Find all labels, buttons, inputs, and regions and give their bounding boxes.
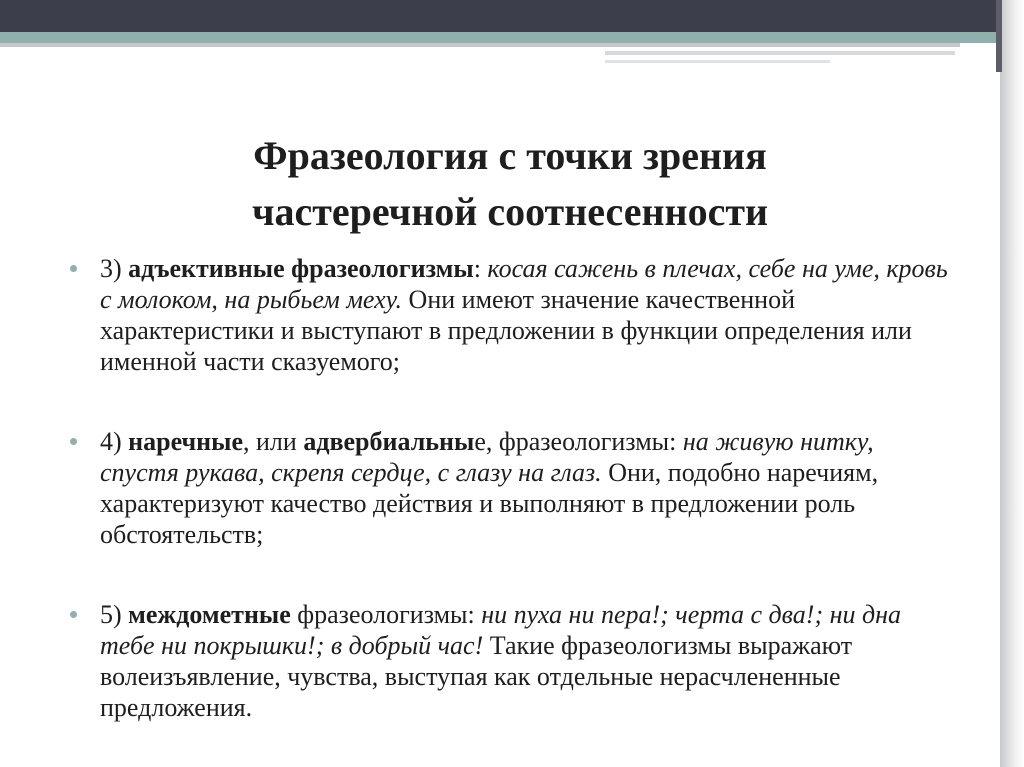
item-number: 5): [100, 600, 129, 629]
item-description: Такие фразеологизмы выражают волеизъявление, чувства, выступая как отдельные нерасчлененные предложения.: [100, 631, 853, 722]
title-line-2: частеречной соотнесенности: [251, 189, 769, 234]
item-number: 3): [100, 254, 129, 283]
header-bar-accent-2: [605, 60, 830, 63]
bullet-list: [70, 253, 950, 723]
item-connector: , или: [243, 427, 304, 456]
slide-title: [60, 128, 960, 240]
item-examples: ни пуха ни пера!; черта с два!; ни дна тебе ни покрышки!; в добрый час!: [100, 600, 902, 660]
bullet-dot-icon: [70, 438, 77, 445]
page-curl: [996, 0, 1002, 72]
header-bar-teal: [0, 32, 1000, 43]
item-term: междометные: [128, 600, 291, 629]
item-examples: на живую нитку, спустя рукава, скрепя сердце, с глазу на глаз.: [100, 427, 874, 487]
list-item-adjectival: [70, 253, 950, 377]
header-bar-dark: [0, 0, 1000, 32]
item-term-alt: адвербиальны: [303, 427, 475, 456]
item-colon: :: [473, 254, 488, 283]
item-description: Они имеют значение качественной характеристики и выступают в предложении в функции определения или именной части сказуемого;: [100, 285, 912, 376]
bullet-dot-icon: [70, 265, 77, 272]
list-item-adverbial: [70, 426, 950, 550]
page-edge-shadow: [1000, 0, 1024, 767]
header-bar-gray: [0, 43, 960, 47]
header-bar-accent: [605, 51, 955, 55]
item-description: Они, подобно наречиям, характеризуют качество действия и выполняют в предложении роль обстоятельств;: [100, 458, 879, 549]
title-line-1: Фразеология с точки зрения: [253, 133, 767, 178]
item-suffix: фразеологизмы:: [290, 600, 482, 629]
bullet-dot-icon: [70, 611, 77, 618]
item-term: наречные: [128, 427, 243, 456]
item-examples: косая сажень в плечах, себе на уме, кровь с молоком, на рыбьем меху.: [100, 254, 948, 314]
item-term: адъективные фразеологизмы: [128, 254, 474, 283]
list-item-interjectional: [70, 599, 950, 723]
item-suffix: е, фразеологизмы:: [474, 427, 683, 456]
item-number: 4): [100, 427, 129, 456]
